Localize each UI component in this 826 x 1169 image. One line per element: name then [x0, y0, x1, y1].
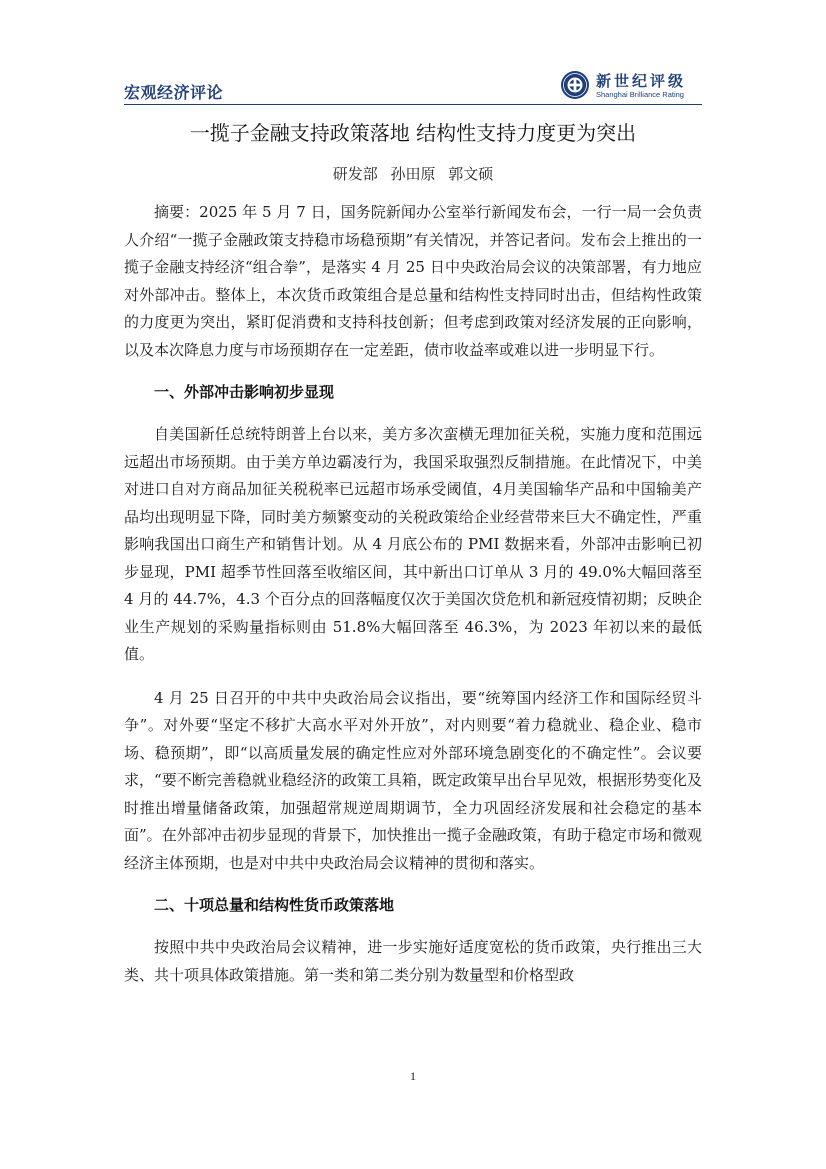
body-paragraph: 自美国新任总统特朗普上台以来，美方多次蛮横无理加征关税，实施力度和范围远远超出市场预期。由于美方单边霸凌行为，我国采取强烈反制措施。在此情况下，中美对进口自对方商品加征关税税率已远超市场承受阈值，4月美国输华产品和中国输美产品均出现明显下降，同时美方频繁变动的关税政策给企业经营带来巨大不确定性，严重影响我国出口商生产和销售计划。从 4 月底公布的 PMI 数据来看，外部冲击影响已初步显现，PMI 超季节性回落至收缩区间，其中新出口订单从 3 月的 49.0%大幅回落至 4 月的 44.7%，4.3 个百分点的回落幅度仅次于美国次贷危机和新冠疫情初期；反映企业生产规划的采购量指标则由 51.8%大幅回落至 46.3%，为 2023 年初以来的最低值。: [124, 425, 702, 663]
brand-name-cn: 新世纪评级: [596, 72, 687, 90]
author-name: 孙田原: [390, 165, 436, 183]
page-header: [124, 68, 702, 104]
header-divider: [124, 104, 702, 105]
brand-logo: [560, 68, 702, 102]
section-heading: 一、外部冲击影响初步显现: [154, 383, 335, 401]
author-name: 郭文硕: [448, 165, 494, 183]
brand-name-en: Shanghai Brilliance Rating: [596, 90, 684, 99]
body-paragraph: 按照中共中央政治局会议精神，进一步实施好适度宽松的货币政策，央行推出三大类、共十项具体政策措施。第一类和第二类分别为数量型和价格型政: [124, 938, 702, 984]
body-paragraph: 4 月 25 日召开的中共中央政治局会议指出，要“统筹国内经济工作和国际经贸斗争”。对外要“坚定不移扩大高水平对外开放”，对内则要“着力稳就业、稳企业、稳市场、稳预期”，即“以高质量发展的确定性应对外部环境急剧变化的不确定性”。会议要求，“要不断完善稳就业稳经济的政策工具箱，既定政策早出台早见效，根据形势变化及时推出增量储备政策，加强超常规逆周期调节，全力巩固经济发展和社会稳定的基本面”。在外部冲击初步显现的背景下，加快推出一揽子金融政策，有助于稳定市场和微观经济主体预期，也是对中共中央政治局会议精神的贯彻和落实。: [124, 688, 702, 872]
author-line: [124, 163, 702, 184]
section-title: 宏观经济评论: [124, 83, 224, 102]
document-title: 一揽子金融支持政策落地 结构性支持力度更为突出: [189, 121, 637, 145]
section-heading: 二、十项总量和结构性货币政策落地: [154, 896, 395, 914]
seal-icon: [560, 70, 590, 100]
abstract-paragraph: 摘要：2025 年 5 月 7 日，国务院新闻办公室举行新闻发布会，一行一局一会负责人介绍“一揽子金融政策支持稳市场稳预期”有关情况，并答记者问。发布会上推出的一揽子金融支持经济“组合拳”，是落实 4 月 25 日中央政治局会议的决策部署，有力地应对外部冲击。整体上，本次货币政策组合是总量和结构性支持同时出击，但结构性政策的力度更为突出，紧盯促消费和支持科技创新；但考虑到政策对经济发展的正向影响，以及本次降息力度与市场预期存在一定差距，债市收益率或难以进一步明显下行。: [124, 203, 702, 359]
document-body: [124, 199, 702, 989]
page-number: 1: [410, 1069, 416, 1083]
author-department: 研发部: [332, 165, 378, 183]
